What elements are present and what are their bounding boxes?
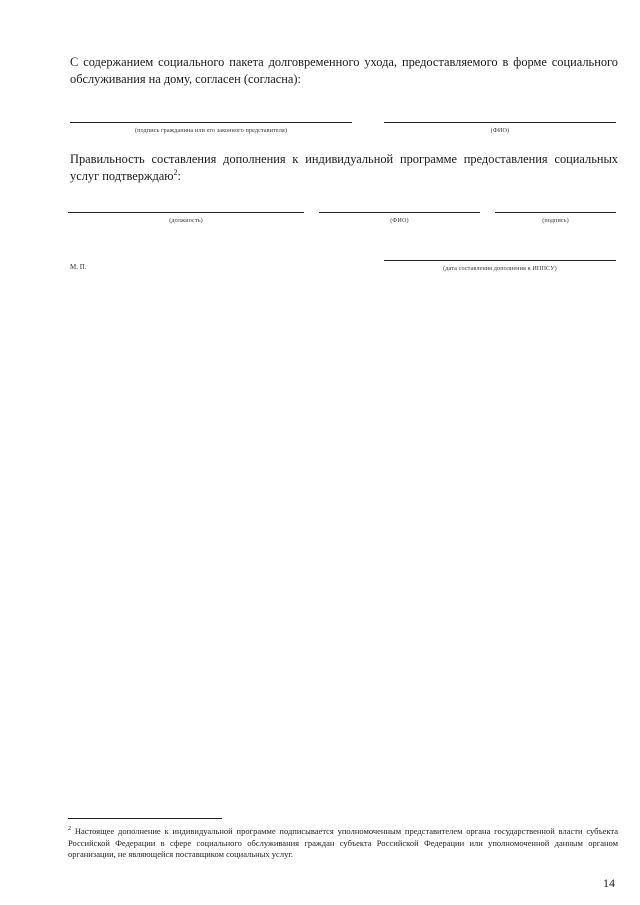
- footnote-number: 2: [68, 826, 71, 833]
- fio-caption: (ФИО): [490, 127, 510, 134]
- sign-caption: (подпись): [542, 217, 569, 224]
- page-number: 14: [603, 876, 615, 890]
- confirm-text-body: Правильность составления дополнения к индивидуальной программе предоставления социальных услуг подтверждаю: [70, 152, 618, 183]
- consent-text: С содержанием социального пакета долговременного ухода, предоставляемого в форме социального обслуживания на дому, согласен (согласна):: [70, 55, 618, 86]
- position-caption: (должность): [169, 217, 203, 224]
- date-line: [384, 260, 616, 261]
- footnote: [68, 826, 618, 861]
- footnote-ref: 2: [173, 167, 178, 177]
- confirm-suffix: :: [177, 169, 181, 183]
- footnote-separator: [68, 818, 222, 819]
- signature-caption: (подпись гражданина или его законного представителя): [134, 127, 288, 134]
- fio-line: [384, 122, 616, 123]
- signature-line: [70, 122, 352, 123]
- sign-line: [495, 212, 616, 213]
- name-line: [319, 212, 480, 213]
- name-caption: (ФИО): [390, 217, 409, 224]
- date-caption: (дата составления дополнения к ИППСУ): [443, 265, 557, 272]
- position-line: [68, 212, 304, 213]
- confirm-text: [70, 151, 618, 185]
- footnote-text: Настоящее дополнение к индивидуальной программе подписывается уполномоченным представителем органа государственной власти субъекта Российской Федерации в сфере социального обслуживания граждан субъекта Российской Федерации или уполномоченной данным органом организации, не являющейся поставщиком социальных услуг.: [68, 826, 619, 860]
- stamp-label: М. П.: [70, 263, 87, 271]
